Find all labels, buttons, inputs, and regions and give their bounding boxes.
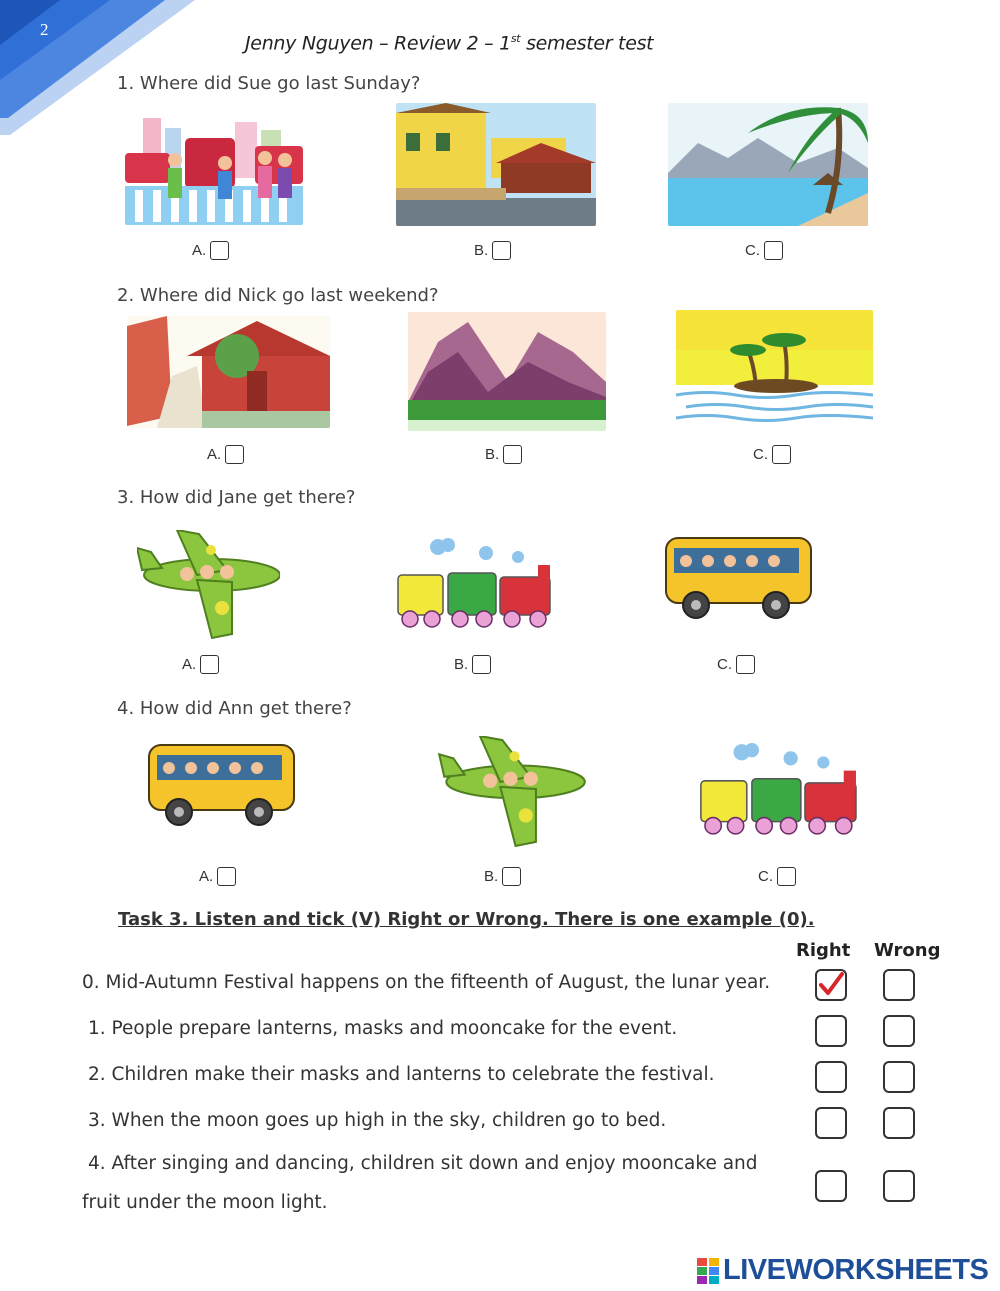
q3-option-c[interactable]	[717, 655, 755, 674]
question-2: 2. Where did Nick go last weekend?	[117, 285, 439, 306]
q1-option-a-checkbox[interactable]	[210, 241, 229, 260]
q1-option-a[interactable]	[192, 241, 229, 260]
statement-3: 3. When the moon goes up high in the sky, children go to bed.	[88, 1110, 667, 1131]
tick-icon	[817, 971, 845, 999]
bus-image-2	[124, 740, 304, 832]
statement-1-right-checkbox[interactable]	[815, 1015, 847, 1047]
logo-icon	[697, 1258, 719, 1284]
q1-option-a-label: A.	[192, 242, 207, 259]
q3-option-a-checkbox[interactable]	[200, 655, 219, 674]
q2-option-a-label: A.	[207, 446, 222, 463]
island-image	[676, 310, 873, 429]
village-image	[127, 316, 330, 428]
statement-4-line2: fruit under the moon light.	[82, 1192, 328, 1213]
statement-0: 0. Mid-Autumn Festival happens on the fifteenth of August, the lunar year.	[82, 972, 771, 993]
header-sup: st	[510, 32, 521, 45]
q1-option-c-checkbox[interactable]	[764, 241, 783, 260]
statement-2-wrong-checkbox[interactable]	[883, 1061, 915, 1093]
statement-0-right-checkbox[interactable]	[815, 969, 847, 1001]
q2-option-b-checkbox[interactable]	[503, 445, 522, 464]
statement-2: 2. Children make their masks and lanterns to celebrate the festival.	[88, 1064, 715, 1085]
mountains-image	[408, 312, 606, 431]
q3-option-a[interactable]	[182, 655, 219, 674]
question-4: 4. How did Ann get there?	[117, 698, 352, 719]
statement-3-wrong-checkbox[interactable]	[883, 1107, 915, 1139]
q1-option-b-label: B.	[474, 242, 489, 259]
city-street-image	[125, 108, 303, 225]
q4-option-c-label: C.	[758, 868, 773, 885]
q4-option-a-label: A.	[199, 868, 214, 885]
plane-image	[137, 530, 280, 640]
statement-2-right-checkbox[interactable]	[815, 1061, 847, 1093]
q4-option-b-label: B.	[484, 868, 499, 885]
q1-option-c[interactable]	[745, 241, 783, 260]
statement-3-right-checkbox[interactable]	[815, 1107, 847, 1139]
q2-option-c-label: C.	[753, 446, 768, 463]
q2-option-a[interactable]	[207, 445, 244, 464]
bus-image	[646, 533, 816, 625]
statement-4-wrong-checkbox[interactable]	[883, 1170, 915, 1202]
question-3: 3. How did Jane get there?	[117, 487, 356, 508]
liveworksheets-logo	[697, 1254, 988, 1287]
q4-option-a-checkbox[interactable]	[217, 867, 236, 886]
statement-1: 1. People prepare lanterns, masks and mooncake for the event.	[88, 1018, 678, 1039]
logo-text: LIVEWORKSHEETS	[723, 1254, 989, 1286]
statement-1-wrong-checkbox[interactable]	[883, 1015, 915, 1047]
statement-4: 4. After singing and dancing, children sit down and enjoy mooncake and	[88, 1153, 758, 1174]
q4-option-c-checkbox[interactable]	[777, 867, 796, 886]
plane-image-2	[438, 736, 586, 848]
q1-option-b[interactable]	[474, 241, 511, 260]
statement-4-right-checkbox[interactable]	[815, 1170, 847, 1202]
q4-option-c[interactable]	[758, 867, 796, 886]
q1-option-b-checkbox[interactable]	[492, 241, 511, 260]
beach-palm-image	[668, 103, 868, 226]
q3-option-b[interactable]	[454, 655, 491, 674]
task3-title: Task 3. Listen and tick (V) Right or Wrong. There is one example (0).	[118, 909, 815, 930]
page-number: 2	[40, 20, 49, 39]
q2-option-c[interactable]	[753, 445, 791, 464]
header-rest: semester test	[520, 32, 654, 55]
old-town-bridge-image	[396, 103, 596, 226]
q4-option-b-checkbox[interactable]	[502, 867, 521, 886]
q2-option-a-checkbox[interactable]	[225, 445, 244, 464]
q2-option-c-checkbox[interactable]	[772, 445, 791, 464]
q2-option-b[interactable]	[485, 445, 522, 464]
q3-option-c-label: C.	[717, 656, 732, 673]
page-header	[245, 32, 653, 54]
q3-option-c-checkbox[interactable]	[736, 655, 755, 674]
q1-option-c-label: C.	[745, 242, 760, 259]
q4-option-a[interactable]	[199, 867, 236, 886]
train-image	[388, 535, 568, 633]
q2-option-b-label: B.	[485, 446, 500, 463]
train-image-2	[690, 740, 875, 840]
statement-0-wrong-checkbox[interactable]	[883, 969, 915, 1001]
q3-option-b-checkbox[interactable]	[472, 655, 491, 674]
question-1: 1. Where did Sue go last Sunday?	[117, 73, 421, 94]
column-wrong: Wrong	[874, 940, 941, 961]
column-right: Right	[796, 940, 851, 961]
q4-option-b[interactable]	[484, 867, 521, 886]
header-title: Jenny Nguyen – Review 2 – 1	[245, 32, 511, 55]
q3-option-b-label: B.	[454, 656, 469, 673]
q3-option-a-label: A.	[182, 656, 197, 673]
